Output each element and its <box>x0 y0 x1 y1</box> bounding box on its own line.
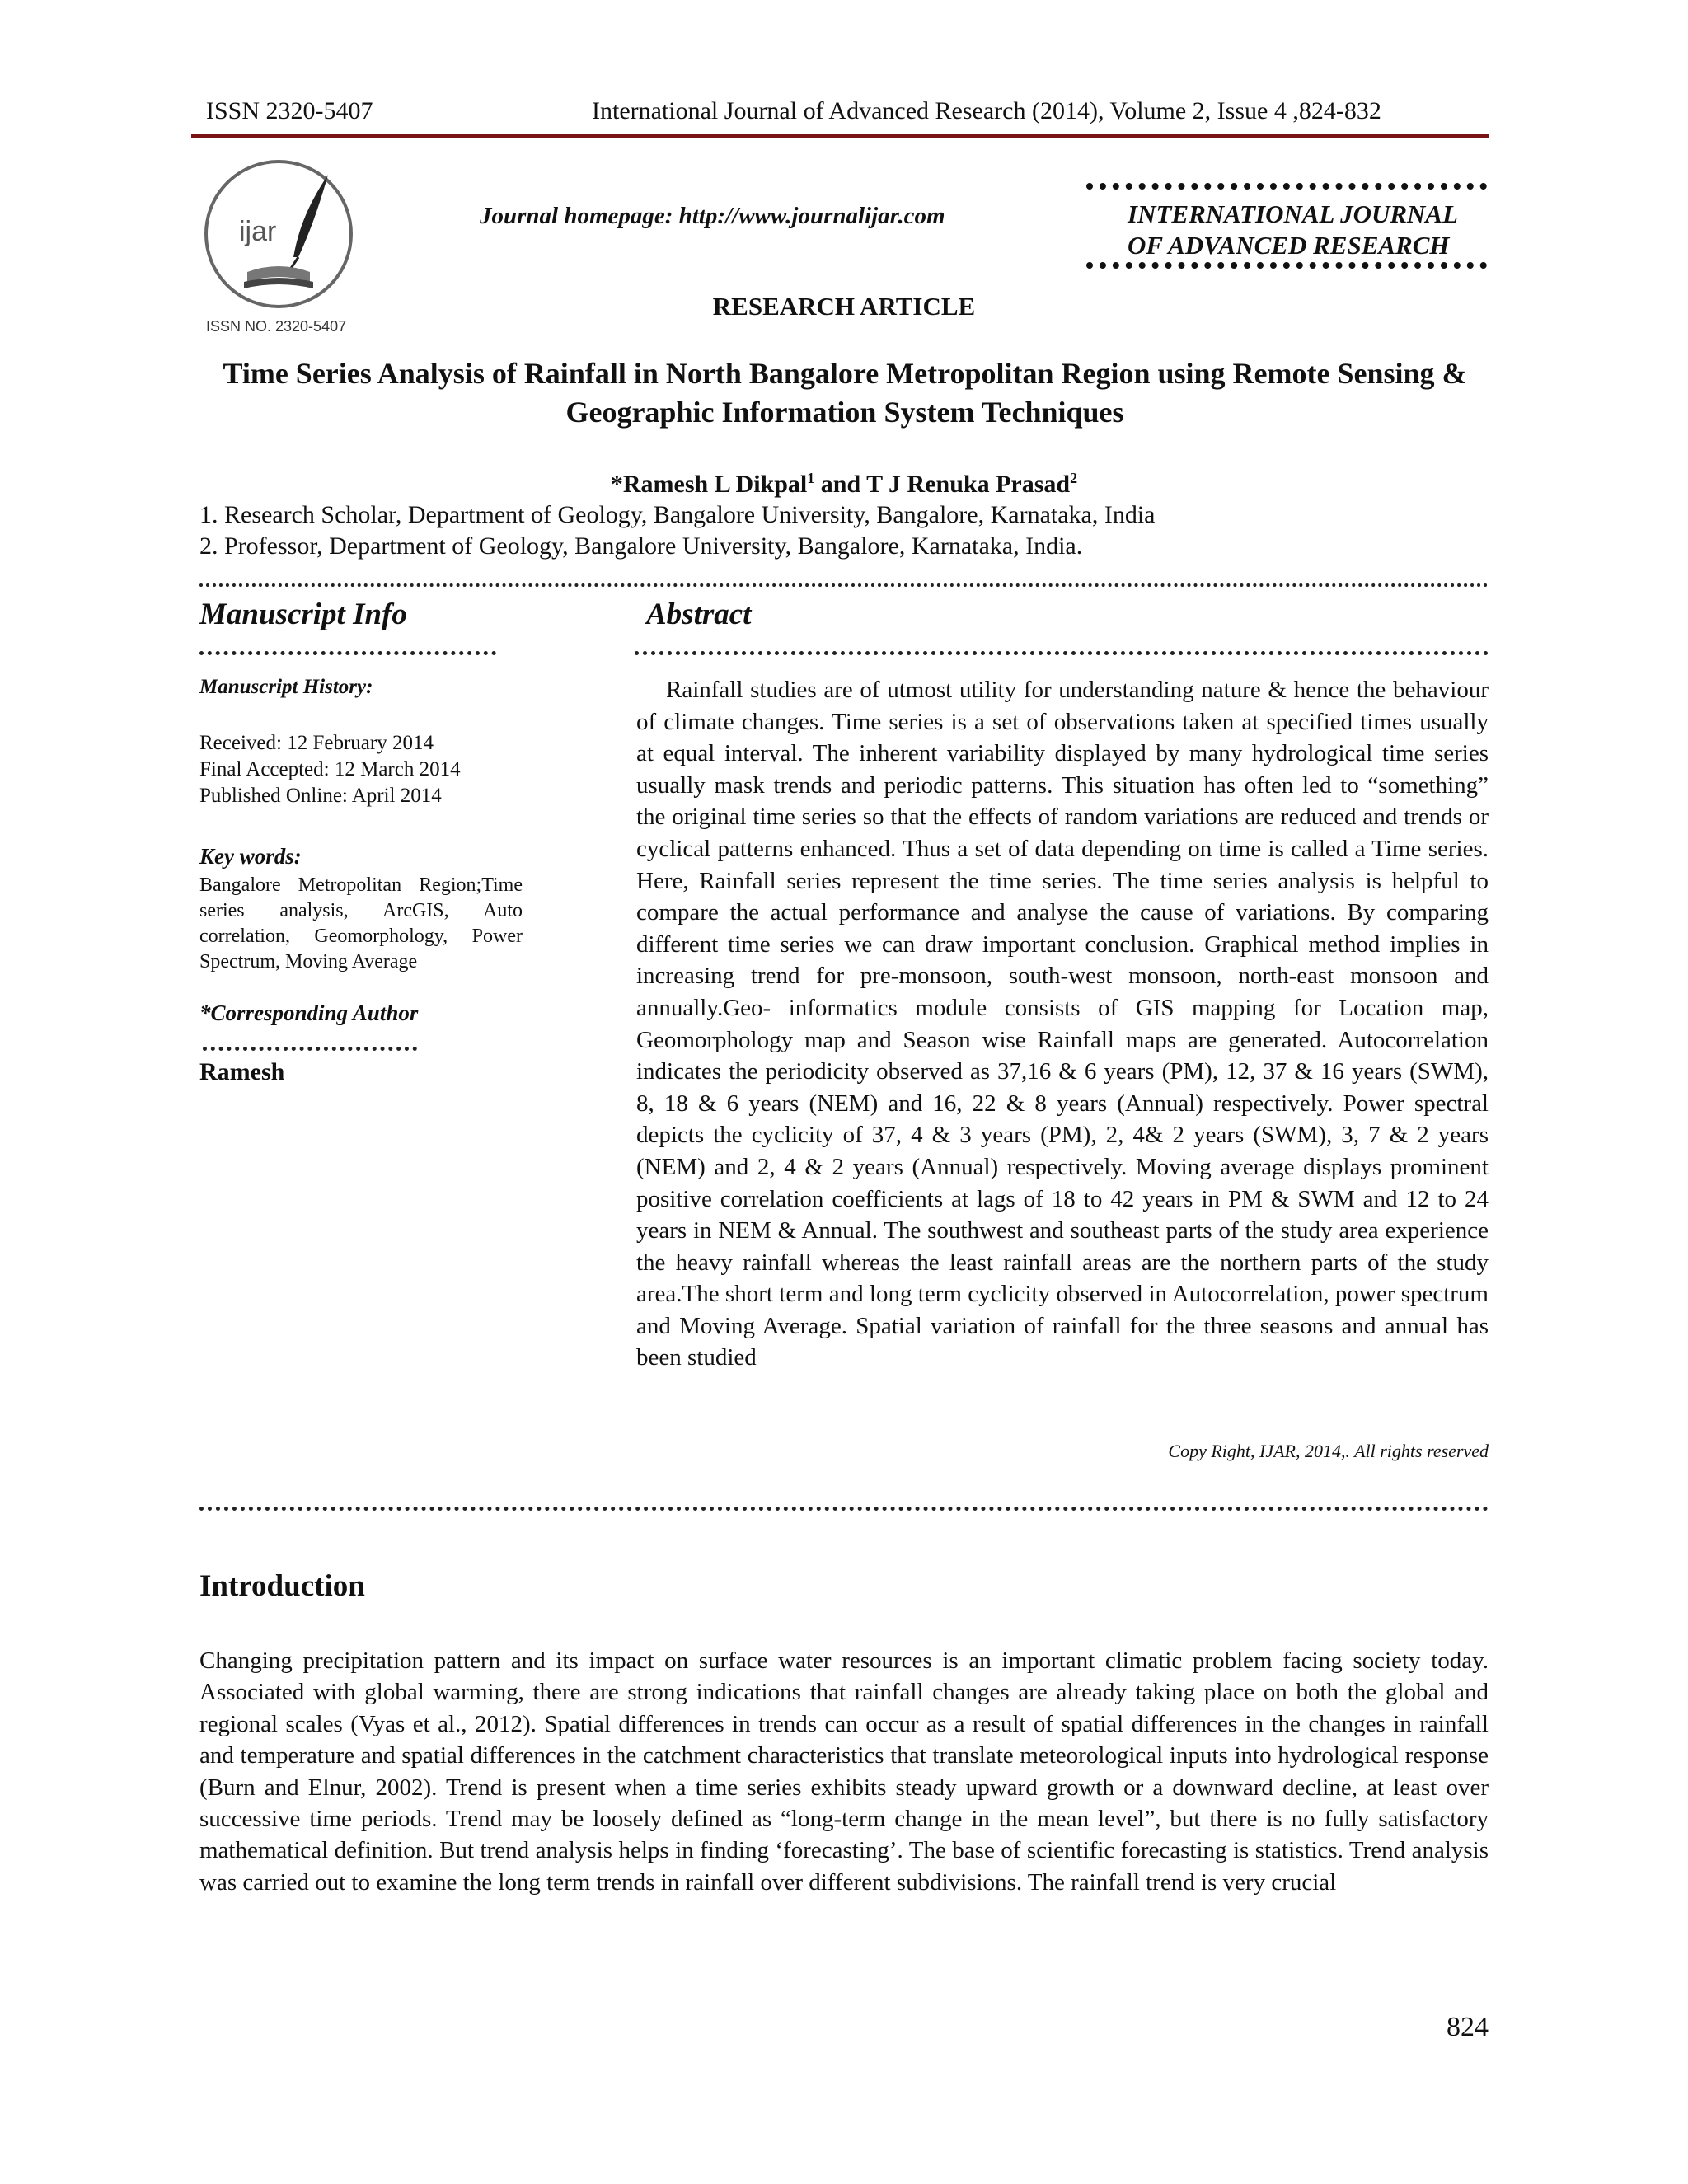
keywords: Bangalore Metropolitan Region;Time series analysis, ArcGIS, Auto correlation, Geomorphology, Power Spectrum, Moving Average <box>199 874 523 972</box>
journal-name-line2: OF ADVANCED RESEARCH <box>1128 231 1450 260</box>
history-accepted: Final Accepted: 12 March 2014 <box>199 758 461 780</box>
corresponding-author-divider <box>203 1047 417 1051</box>
author-connector: and <box>814 471 867 498</box>
running-header-issn: ISSN 2320-5407 <box>206 97 373 124</box>
introduction-paragraph: Changing precipitation pattern and its impact on surface water resources is an important climatic problem facing society today. Associated with global warming, there are strong indications that rainfall changes are already taking place on both the global and regional scales (Vyas et al., 2012). Spatial differences in trends can occur as a result of spatial differences in the changes in rainfall and temperature and spatial differences in the catchment characteristics that translate meteorological inputs into hydrological response (Burn and Elnur, 2002). Trend is present when a time series exhibits steady upward growth or a downward decline, at least over successive time periods. Trend may be loosely defined as “long-term change in the mean level”, but there is no fully satisfactory mathematical definition. But trend analysis helps in finding ‘forecasting’. The base of scientific forecasting is statistics. Trend analysis was carried out to examine the long term trends in rainfall over different subdivisions. The rainfall trend is very crucial <box>199 1647 1489 1896</box>
affiliation-2: 2. Professor, Department of Geology, Bangalore University, Bangalore, Karnataka, India. <box>199 532 1083 560</box>
abstract-heading: Abstract <box>646 598 752 631</box>
author-2: T J Renuka Prasad <box>866 471 1071 498</box>
affiliation-1: 1. Research Scholar, Department of Geology, Bangalore University, Bangalore, Karnataka, India <box>199 501 1156 528</box>
history-received: Received: 12 February 2014 <box>199 732 434 754</box>
author-1: *Ramesh L Dikpal <box>610 471 808 498</box>
abstract-text: Rainfall studies are of utmost utility for understanding nature & hence the behaviour of climate changes. Time series is a set of observations taken at specified times usually at equal interval. The inherent variability displayed by many hydrological time series usually mask trends and periodic patterns. This situation has often led to “something” the original time series so that the effects of random variations are reduced and trends or cyclical patterns enhanced. Thus a set of data depending on time is called a Time series. Here, Rainfall series represent the time series. The time series analysis is helpful to compare the actual performance and analyse the cause of variations. By comparing different time series we can draw important conclusion. Graphical method implies in increasing trend for pre-monsoon, south-west monsoon, north-east monsoon and annually.Geo- informatics module consists of GIS mapping for Location map, Geomorphology map and Season wise Rainfall maps are generated. Autocorrelation indicates the periodicity observed as 37,16 & 6 years (PM), 12, 37 & 16 years (SWM), 8, 18 & 6 years (NEM) and 16, 22 & 8 years (Annual) respectively. Power spectral depicts the cyclicity of 37, 4 & 3 years (PM), 2, 4& 2 years (SWM), 3, 7 & 2 years (NEM) and 2, 4 & 2 years (Annual) respectively. Moving average displays prominent positive correlation coefficients at lags of 18 to 42 years in PM & SWM and 12 to 24 years in NEM & Annual. The southwest and southeast parts of the study area experience the heavy rainfall whereas the least rainfall areas are the northern parts of the study area.The short term and long term cyclicity observed in Autocorrelation, power spectrum and Moving Average. Spatial variation of rainfall for the three seasons and annual has been studied <box>636 677 1489 1371</box>
separator-dotted <box>199 583 1489 587</box>
copyright-notice: Copy Right, IJAR, 2014,. All rights reserved <box>1168 1441 1489 1461</box>
introduction-heading: Introduction <box>199 1569 365 1603</box>
journal-name-bottom-border <box>1086 262 1487 269</box>
corresponding-author-label: *Corresponding Author <box>199 1001 419 1025</box>
manuscript-info-heading: Manuscript Info <box>199 598 407 631</box>
paper-title: Time Series Analysis of Rainfall in North Bangalore Metropolitan Region using Remote Sensing & Geographic Information System Techniques <box>223 357 1467 429</box>
article-type: RESEARCH ARTICLE <box>712 292 976 321</box>
author-1-affiliation-mark: 1 <box>807 470 815 486</box>
separator-dotted <box>199 1507 1489 1511</box>
journal-homepage: Journal homepage: http://www.journalijar.com <box>480 203 945 229</box>
keywords-label: Key words: <box>199 844 302 869</box>
author-2-affiliation-mark: 2 <box>1070 470 1078 486</box>
abstract-divider <box>635 651 1489 655</box>
manuscript-info-divider <box>199 651 496 655</box>
authors <box>0 470 1688 499</box>
page-number: 824 <box>1447 2012 1489 2042</box>
history-published: Published Online: April 2014 <box>199 785 442 807</box>
manuscript-history-label: Manuscript History: <box>199 676 373 698</box>
journal-name-line1: INTERNATIONAL JOURNAL <box>1128 199 1459 228</box>
logo-text: ijar <box>239 216 277 247</box>
header-rule <box>191 134 1489 138</box>
journal-name-top-border <box>1086 183 1487 190</box>
corresponding-author-name: Ramesh <box>199 1058 285 1085</box>
running-header-journal-citation: International Journal of Advanced Research (2014), Volume 2, Issue 4 ,824-832 <box>592 97 1381 124</box>
logo-issn: ISSN NO. 2320-5407 <box>206 318 347 335</box>
